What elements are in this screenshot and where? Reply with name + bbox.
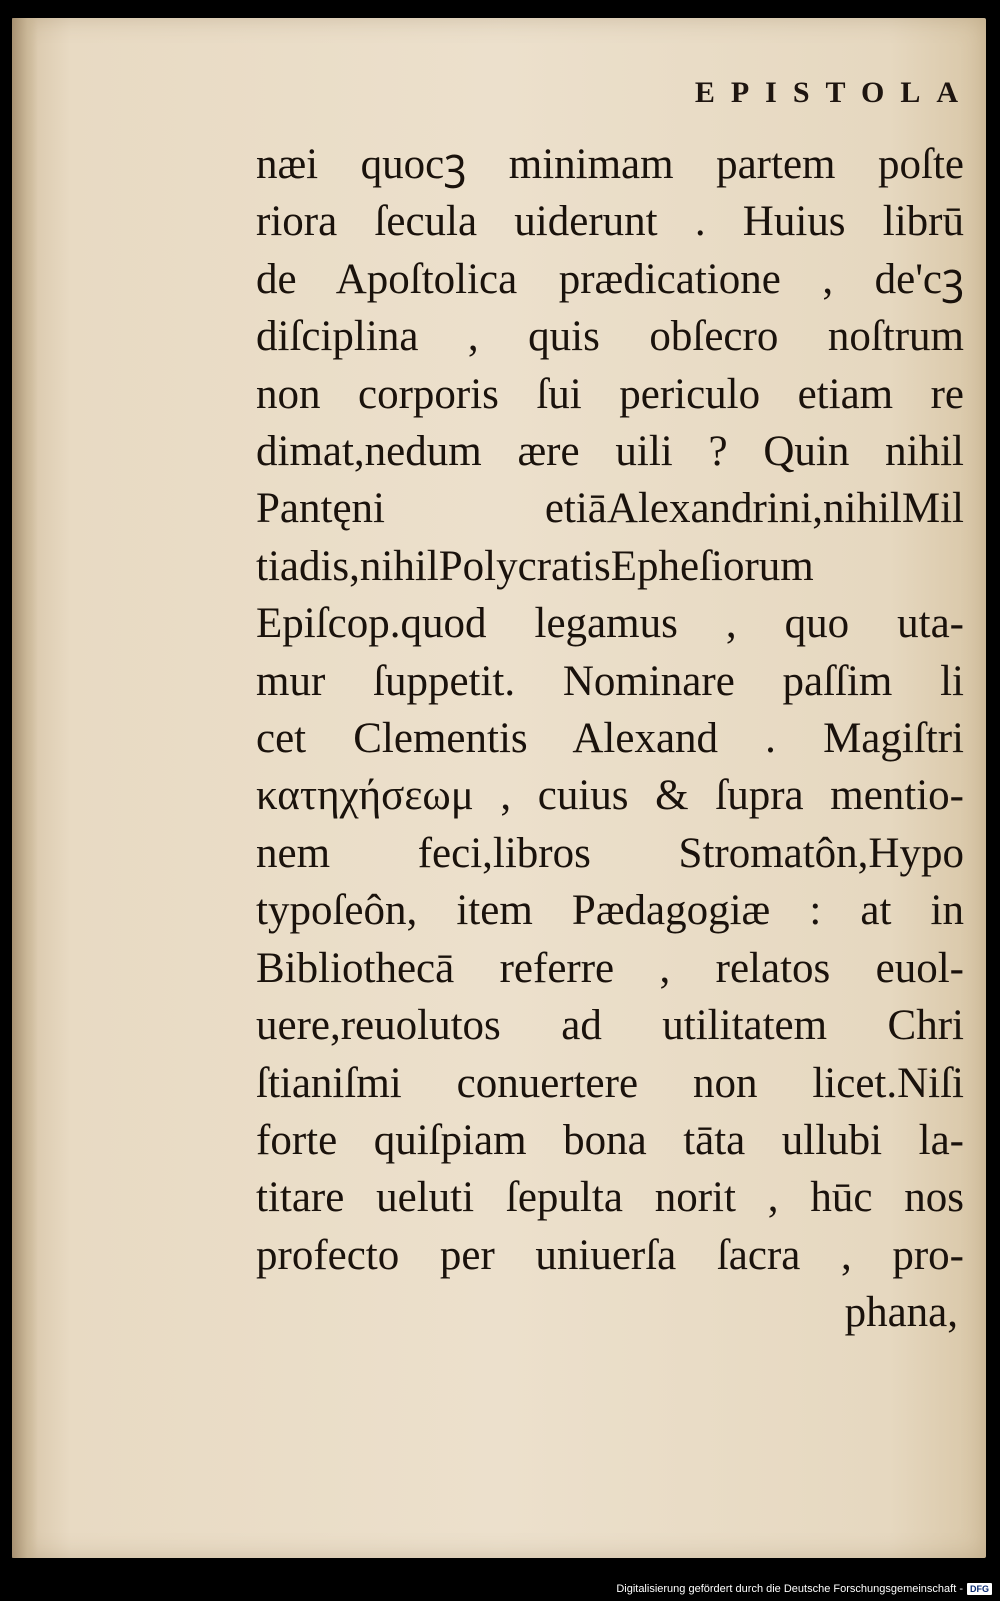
body-text xyxy=(256,136,964,1284)
digitization-credit xyxy=(616,1583,992,1595)
text-line: diſciplina , quis obſecro noſtrum xyxy=(256,313,964,361)
text-line: profecto per uniuerſa ſacra , pro- xyxy=(256,1231,964,1279)
text-line: titare ueluti ſepulta norit , hūc nos xyxy=(256,1174,964,1222)
text-line: non corporis ſui periculo etiam re xyxy=(256,370,964,418)
credit-text: Digitalisierung gefördert durch die Deutsche Forschungsgemeinschaft - xyxy=(616,1583,963,1595)
text-line: næi quocꝫ minimam partem poſte xyxy=(256,141,964,188)
text-line: Bibliothecā referre , relatos euol- xyxy=(256,944,964,992)
dfg-logo: DFG xyxy=(967,1583,992,1595)
text-line: uere,reuolutos ad utilitatem Chri xyxy=(256,1002,964,1050)
text-line: κατηχήσεωμ , cuius & ſupra mentio- xyxy=(256,772,964,820)
text-line: nem feci,libros Stromatôn,Hypo xyxy=(256,829,964,877)
text-line: typoſeôn, item Pædagogiæ : at in xyxy=(256,887,964,935)
text-line: riora ſecula uiderunt . Huius librū xyxy=(256,198,964,246)
book-page xyxy=(12,18,986,1558)
text-line: tiadis,nihilPolycratisEpheſiorum xyxy=(256,542,814,590)
text-line: dimat,nedum ære uili ? Quin nihil xyxy=(256,428,964,476)
text-line: forte quiſpiam bona tāta ullubi la- xyxy=(256,1116,964,1164)
text-line: mur ſuppetit. Nominare paſſim li xyxy=(256,657,964,705)
text-line: Epiſcop.quod legamus , quo uta- xyxy=(256,600,964,648)
running-head: EPISTOLA xyxy=(694,76,974,109)
text-line: de Apoſtolica prædicatione , de'cꝫ xyxy=(256,255,964,303)
catchword: phana, xyxy=(844,1289,958,1336)
text-line: cet Clementis Alexand . Magiſtri xyxy=(256,715,964,763)
text-line: ſtianiſmi conuertere non licet.Niſi xyxy=(256,1059,964,1107)
text-line: Pantęni etiāAlexandrini,nihilMil xyxy=(256,485,964,533)
